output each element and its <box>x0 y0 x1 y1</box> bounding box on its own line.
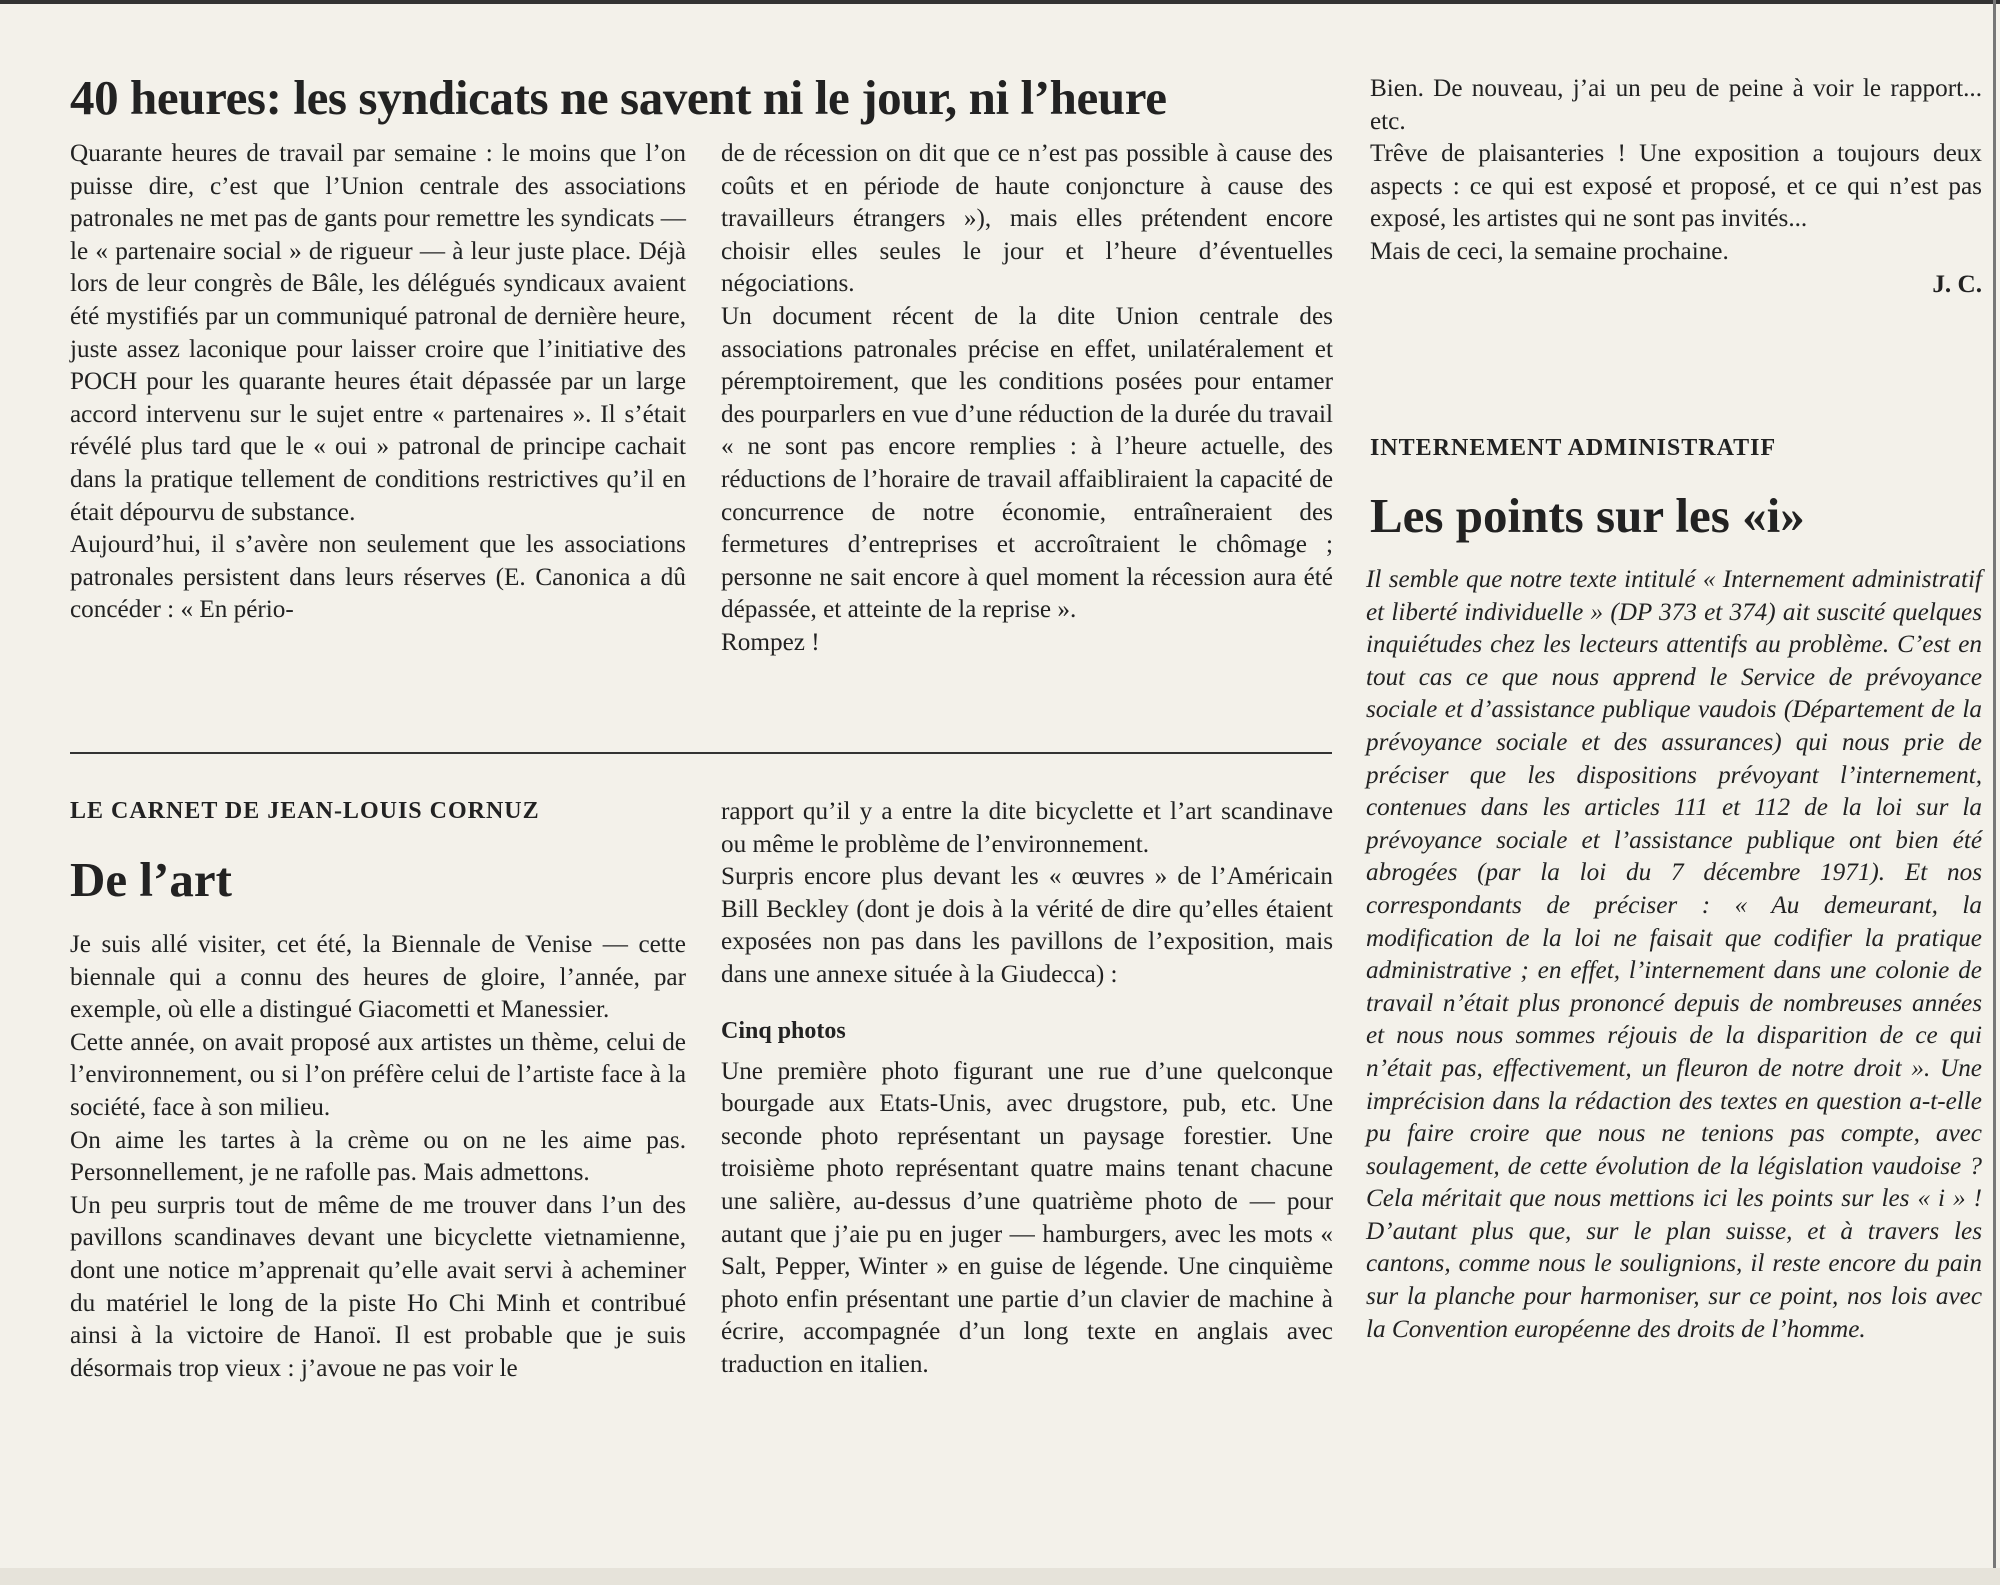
article1-column-1 <box>70 138 686 627</box>
paragraph: Un document récent de la dite Union centrale des associations patronales précise en effet, unilatéralement et péremptoirement, que les conditions posées pour entamer des pourparlers en vue d’une réduction de la durée du travail « ne sont pas encore remplies : à l’heure actuelle, des réductions de l’horaire de travail affaibliraient la capacité de concurrence de notre économie, entraîneraient des fermetures d’entreprises et accroîtraient le chômage ; personne ne sait encore à quel moment la récession aura été dépassée, et atteinte de la reprise ». <box>721 302 1333 624</box>
paragraph: Surpris encore plus devant les « œuvres » de l’Américain Bill Beckley (dont je dois à la vérité de dire qu’elles étaient exposées non pas dans les pavillons de l’exposition, mais dans une annexe située à la Giudecca) : <box>721 863 1333 988</box>
article2-column-2 <box>721 796 1333 1382</box>
article2-subhead: Cinq photos <box>721 1017 846 1044</box>
top-rule <box>0 0 2000 4</box>
article2-kicker: LE CARNET DE JEAN-LOUIS CORNUZ <box>70 798 540 824</box>
paragraph: Une première photo figurant une rue d’une quelconque bourgade aux Etats-Unis, avec drugstore, pub, etc. Une seconde photo représentant un paysage forestier. Une troisième photo représentant quatre mains tenant chacune une salière, au-dessus d’une quatrième photo de — pour autant que j’aie pu en juger — hamburgers, avec les mots « Salt, Pepper, Winter » en guise de légende. Une cinquième photo enfin présentant une partie d’un clavier de machine à écrire, accompagnée d’un long texte en anglais avec traduction en italien. <box>721 1057 1333 1378</box>
paragraph: Bien. De nouveau, j’ai un peu de peine à voir le rapport... etc. <box>1370 75 1982 135</box>
article3-kicker: INTERNEMENT ADMINISTRATIF <box>1370 435 1777 461</box>
paragraph: Un peu surpris tout de même de me trouver dans l’un des pavillons scandinaves devant une bicyclette vietnamienne, dont une notice m’apprenait qu’elle avait servi à acheminer du matériel le long de la piste Ho Chi Minh et contribué ainsi à la victoire de Hanoï. Il est probable que je suis désormais trop vieux : j’avoue ne pas voir le <box>70 1191 686 1382</box>
paragraph: Trêve de plaisanteries ! Une exposition a toujours deux aspects : ce qui est exposé et proposé, et ce qui n’est pas exposé, les artistes qui ne sont pas invités... <box>1370 140 1982 233</box>
paragraph: On aime les tartes à la crème ou on ne les aime pas. Personnellement, je ne rafolle pas. Mais admettons. <box>70 1126 686 1187</box>
section-divider <box>70 752 1332 754</box>
article2-title: De l’art <box>70 852 232 907</box>
paragraph: Je suis allé visiter, cet été, la Biennale de Venise — cette biennale qui a connu des heures de gloire, l’année, par exemple, où elle a distingué Giacometti et Manessier. <box>70 931 686 1024</box>
article2-signature: J. C. <box>1932 270 1982 298</box>
paragraph: rapport qu’il y a entre la dite bicyclette et l’art scandinave ou même le problème de l’environnement. <box>721 798 1333 858</box>
paragraph: Il semble que notre texte intitulé « Internement administratif et liberté individuelle » (DP 373 et 374) ait suscité quelques inquiétudes chez les lecteurs attentifs au problème. C’est en tout cas ce que nous apprend le Service de prévoyance sociale et d’assistance publique vaudois (Département de la prévoyance sociale et des assurances) qui nous prie de préciser que les dispositions prévoyant l’internement, contenues dans les articles 111 et 112 de la loi sur la prévoyance sociale et l’assistance publique ont bien été abrogées (par la loi du 7 décembre 1971). Et nos correspondants de préciser : « Au demeurant, la modification de la loi ne faisait que codifier la pratique administrative ; en effet, l’internement dans une colonie de travail n’était plus prononcé depuis de nombreuses années et nous nous sommes réjouis de la disparition de ce qui n’était pas, effectivement, un fleuron de notre droit ». Une imprécision dans la rédaction des textes en question a-t-elle pu faire croire que nous ne tenions pas compte, avec soulagement, de cette évolution de la législation vaudoise ? Cela méritait que nous mettions ici les points sur les « i » ! D’autant plus que, sur le plan suisse, et à travers les cantons, comme nous le soulignions, il reste encore du pain sur la planche pour harmoniser, sur ce point, nos lois avec la Convention européenne des droits de l’homme. <box>1366 566 1982 1343</box>
page-edge <box>1993 0 1996 1585</box>
article3-title: Les points sur les «i» <box>1370 488 1805 543</box>
paragraph: Mais de ceci, la semaine prochaine. <box>1370 237 1729 265</box>
article1-column-2 <box>721 138 1333 660</box>
paragraph: Quarante heures de travail par semaine : le moins que l’on puisse dire, c’est que l’Union centrale des associations patronales ne met pas de gants pour remettre les syndicats — le « partenaire social » de rigueur — à leur juste place. Déjà lors de leur congrès de Bâle, les délégués syndicaux avaient été mystifiés par un communiqué patronal de dernière heure, juste assez laconique pour laisser croire que l’initiative des POCH pour les quarante heures était dépassée par un large accord intervenu sur le sujet entre « partenaires ». Il s’était révélé plus tard que le « oui » patronal de principe cachait dans la pratique tellement de conditions restrictives qu’il en était dépourvu de substance. <box>70 140 686 526</box>
article1-headline: 40 heures: les syndicats ne savent ni le jour, ni l’heure <box>70 70 1167 125</box>
article2-column-1 <box>70 929 686 1385</box>
paragraph: Rompez ! <box>721 628 820 656</box>
paragraph: de de récession on dit que ce n’est pas possible à cause des coûts et en période de haute conjoncture à cause des travailleurs étrangers »), mais elles prétendent encore choisir elles seules le jour et l’heure d’éventuelles négociations. <box>721 140 1333 298</box>
paragraph: Aujourd’hui, il s’avère non seulement que les associations patronales persistent dans leurs réserves (E. Canonica a dû concéder : « En pério- <box>70 531 686 624</box>
bottom-margin <box>0 1568 2000 1585</box>
article2-column-3 <box>1370 73 1982 301</box>
article3-body <box>1366 564 1982 1346</box>
paragraph: Cette année, on avait proposé aux artistes un thème, celui de l’environnement, ou si l’on préfère celui de l’artiste face à la société, face à son milieu. <box>70 1028 686 1121</box>
